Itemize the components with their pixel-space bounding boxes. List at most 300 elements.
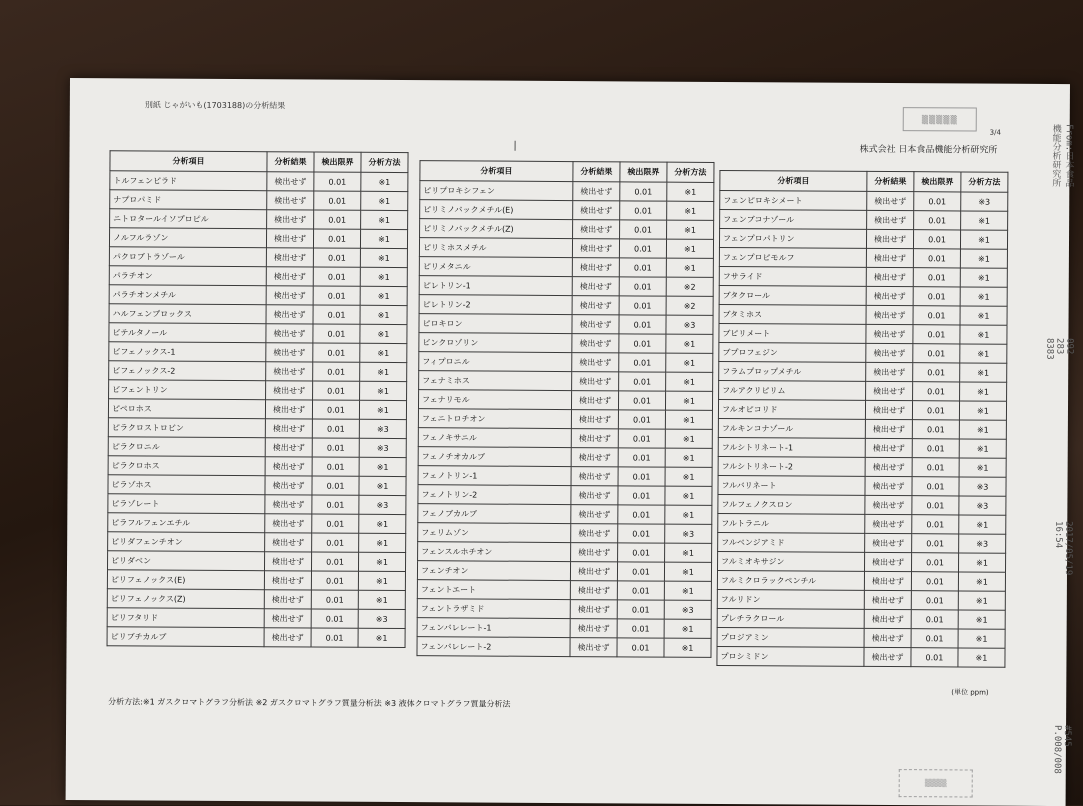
method-cell: ※1 bbox=[360, 248, 407, 267]
result-cell: 検出せず bbox=[266, 286, 313, 305]
header-method: 分析方法 bbox=[361, 152, 408, 172]
table-row bbox=[719, 266, 1007, 287]
analyte-name: ピラゾホス bbox=[108, 475, 265, 495]
method-cell: ※2 bbox=[666, 296, 713, 315]
table-row bbox=[418, 466, 712, 487]
results-table-3 bbox=[716, 170, 1008, 668]
table-row bbox=[420, 181, 714, 202]
analyte-name: プロジアミン bbox=[717, 627, 864, 647]
method-cell: ※3 bbox=[959, 534, 1006, 553]
table-row bbox=[419, 257, 713, 278]
table-row bbox=[417, 561, 711, 582]
result-cell: 検出せず bbox=[866, 381, 913, 400]
limit-cell: 0.01 bbox=[314, 210, 361, 229]
analyte-name: トルフェンピラド bbox=[110, 171, 267, 191]
result-cell: 検出せず bbox=[864, 571, 911, 590]
method-cell: ※1 bbox=[959, 401, 1006, 420]
result-cell: 検出せず bbox=[866, 267, 913, 286]
limit-cell: 0.01 bbox=[312, 495, 359, 514]
analyte-name: ピリメタニル bbox=[419, 257, 572, 277]
limit-cell: 0.01 bbox=[913, 230, 960, 249]
footer-stamp-icon: ▒▒▒▒ bbox=[899, 769, 973, 797]
analyte-name: パラチオンメチル bbox=[109, 285, 266, 305]
result-cell: 検出せず bbox=[865, 476, 912, 495]
limit-cell: 0.01 bbox=[311, 552, 358, 571]
method-cell: ※1 bbox=[360, 229, 407, 248]
limit-cell: 0.01 bbox=[913, 287, 960, 306]
table-row bbox=[719, 342, 1007, 363]
result-cell: 検出せず bbox=[865, 495, 912, 514]
method-cell: ※1 bbox=[667, 201, 714, 220]
header-item: 分析項目 bbox=[110, 151, 267, 172]
limit-cell: 0.01 bbox=[618, 486, 665, 505]
method-cell: ※1 bbox=[959, 439, 1006, 458]
result-cell: 検出せず bbox=[571, 486, 618, 505]
analyte-name: ビテルタノール bbox=[109, 323, 266, 343]
method-cell: ※1 bbox=[961, 211, 1008, 230]
table-row bbox=[720, 209, 1008, 230]
result-cell: 検出せず bbox=[573, 182, 620, 201]
result-cell: 検出せず bbox=[572, 296, 619, 315]
result-cell: 検出せず bbox=[572, 277, 619, 296]
table-row bbox=[109, 380, 407, 401]
result-cell: 検出せず bbox=[864, 609, 911, 628]
table-row bbox=[417, 637, 711, 658]
result-cell: 検出せず bbox=[267, 210, 314, 229]
limit-cell: 0.01 bbox=[312, 400, 359, 419]
result-cell: 検出せず bbox=[866, 362, 913, 381]
table-row bbox=[107, 589, 405, 610]
method-cell: ※3 bbox=[359, 419, 406, 438]
analyte-name: ビンクロゾリン bbox=[419, 333, 572, 353]
table-row bbox=[108, 513, 406, 534]
result-cell: 検出せず bbox=[265, 476, 312, 495]
result-cell: 検出せず bbox=[572, 372, 619, 391]
result-cell: 検出せず bbox=[571, 429, 618, 448]
analyte-name: プロシミドン bbox=[717, 646, 864, 666]
table-row bbox=[719, 323, 1007, 344]
limit-cell: 0.01 bbox=[617, 600, 664, 619]
method-footnote: 分析方法:※1 ガスクロマトグラフ分析法 ※2 ガスクロマトグラフ質量分析法 ※3 液体クロマトグラフ質量分析法 bbox=[108, 697, 511, 709]
analyte-name: フルリドン bbox=[717, 589, 864, 609]
table-row bbox=[419, 295, 713, 316]
analyte-name: フェナリモル bbox=[418, 390, 571, 410]
table-row bbox=[109, 304, 407, 325]
method-cell: ※1 bbox=[958, 572, 1005, 591]
limit-cell: 0.01 bbox=[620, 201, 667, 220]
limit-cell: 0.01 bbox=[620, 220, 667, 239]
analyte-name: ピレトリン-2 bbox=[419, 295, 572, 315]
result-cell: 検出せず bbox=[570, 600, 617, 619]
table-header-row bbox=[720, 170, 1008, 192]
result-cell: 検出せず bbox=[865, 514, 912, 533]
method-cell: ※1 bbox=[960, 287, 1007, 306]
table-row bbox=[108, 475, 406, 496]
result-cell: 検出せず bbox=[264, 571, 311, 590]
result-cell: 検出せず bbox=[266, 381, 313, 400]
result-cell: 検出せず bbox=[865, 419, 912, 438]
fax-page-info: #545 P.008/008 bbox=[1051, 725, 1073, 775]
limit-cell: 0.01 bbox=[313, 343, 360, 362]
result-cell: 検出せず bbox=[572, 315, 619, 334]
limit-cell: 0.01 bbox=[313, 362, 360, 381]
analyte-name: フェンチオン bbox=[417, 561, 570, 581]
method-cell: ※1 bbox=[664, 562, 711, 581]
results-table-2 bbox=[416, 160, 714, 658]
method-cell: ※3 bbox=[959, 496, 1006, 515]
method-cell: ※3 bbox=[666, 315, 713, 334]
limit-cell: 0.01 bbox=[619, 353, 666, 372]
table-row bbox=[420, 219, 714, 240]
table-row bbox=[718, 437, 1006, 458]
analyte-name: パラチオン bbox=[109, 266, 266, 286]
table-row bbox=[718, 513, 1006, 534]
analyte-name: フルフェノクスロン bbox=[718, 494, 865, 514]
limit-cell: 0.01 bbox=[619, 239, 666, 258]
method-cell: ※1 bbox=[960, 306, 1007, 325]
result-cell: 検出せず bbox=[866, 286, 913, 305]
table-row bbox=[718, 475, 1006, 496]
limit-cell: 0.01 bbox=[312, 476, 359, 495]
analyte-name: ハルフェンプロックス bbox=[109, 304, 266, 324]
method-cell: ※1 bbox=[360, 286, 407, 305]
table-row bbox=[719, 228, 1007, 249]
table-row bbox=[107, 627, 405, 648]
method-cell: ※1 bbox=[960, 363, 1007, 382]
limit-cell: 0.01 bbox=[619, 315, 666, 334]
table-row bbox=[418, 504, 712, 525]
limit-cell: 0.01 bbox=[911, 648, 958, 667]
table-row bbox=[419, 276, 713, 297]
table-row bbox=[717, 589, 1005, 610]
result-cell: 検出せず bbox=[265, 495, 312, 514]
method-cell: ※3 bbox=[358, 609, 405, 628]
method-cell: ※1 bbox=[666, 239, 713, 258]
table-row bbox=[717, 570, 1005, 591]
fax-phone: 092 283 8383 bbox=[1044, 337, 1075, 360]
table-row bbox=[109, 285, 407, 306]
fold-mark bbox=[515, 141, 516, 151]
analyte-name: フェノチオカルブ bbox=[418, 447, 571, 467]
analyte-name: ピリミノバックメチル(Z) bbox=[420, 219, 573, 239]
analyte-name: フルキンコナゾール bbox=[718, 418, 865, 438]
method-cell: ※1 bbox=[665, 448, 712, 467]
analyte-name: ブピリメート bbox=[719, 323, 866, 343]
result-cell: 検出せず bbox=[265, 438, 312, 457]
limit-cell: 0.01 bbox=[311, 628, 358, 647]
result-cell: 検出せず bbox=[265, 457, 312, 476]
analyte-name: フェノキサニル bbox=[418, 428, 571, 448]
analyte-name: ピリフタリド bbox=[107, 608, 264, 628]
limit-cell: 0.01 bbox=[914, 192, 961, 211]
result-cell: 検出せず bbox=[570, 619, 617, 638]
analyte-name: フルシトリネート-2 bbox=[718, 456, 865, 476]
method-cell: ※3 bbox=[959, 477, 1006, 496]
analyte-name: フィプロニル bbox=[419, 352, 572, 372]
result-cell: 検出せず bbox=[265, 419, 312, 438]
limit-cell: 0.01 bbox=[617, 619, 664, 638]
analyte-name: フェノトリン-2 bbox=[418, 485, 571, 505]
table-row bbox=[108, 437, 406, 458]
analyte-name: ピリブチカルブ bbox=[107, 627, 264, 647]
table-row bbox=[718, 418, 1006, 439]
method-cell: ※1 bbox=[958, 591, 1005, 610]
limit-cell: 0.01 bbox=[618, 505, 665, 524]
table-row bbox=[418, 428, 712, 449]
analyte-name: ピリミホスメチル bbox=[419, 238, 572, 258]
method-cell: ※3 bbox=[359, 438, 406, 457]
analyte-name: フェノトリン-1 bbox=[418, 466, 571, 486]
result-cell: 検出せず bbox=[866, 305, 913, 324]
table-row bbox=[720, 190, 1008, 211]
limit-cell: 0.01 bbox=[914, 211, 961, 230]
result-cell: 検出せず bbox=[573, 201, 620, 220]
limit-cell: 0.01 bbox=[620, 182, 667, 201]
limit-cell: 0.01 bbox=[913, 363, 960, 382]
limit-cell: 0.01 bbox=[911, 610, 958, 629]
analyte-name: フルミオキサジン bbox=[718, 551, 865, 571]
limit-cell: 0.01 bbox=[912, 515, 959, 534]
analyte-name: フェナミホス bbox=[419, 371, 572, 391]
method-cell: ※3 bbox=[359, 495, 406, 514]
result-cell: 検出せず bbox=[866, 324, 913, 343]
result-cell: 検出せず bbox=[865, 400, 912, 419]
table-row bbox=[109, 323, 407, 344]
unit-label: (単位 ppm) bbox=[951, 688, 989, 697]
table-row bbox=[719, 247, 1007, 268]
table-row bbox=[107, 570, 405, 591]
limit-cell: 0.01 bbox=[619, 296, 666, 315]
method-cell: ※1 bbox=[360, 343, 407, 362]
result-cell: 検出せず bbox=[571, 524, 618, 543]
analyte-name: フェンブコナゾール bbox=[720, 209, 867, 229]
analyte-name: フルシトリネート-1 bbox=[718, 437, 865, 457]
limit-cell: 0.01 bbox=[618, 467, 665, 486]
limit-cell: 0.01 bbox=[312, 419, 359, 438]
method-cell: ※3 bbox=[665, 524, 712, 543]
header-item: 分析項目 bbox=[420, 161, 573, 182]
limit-cell: 0.01 bbox=[618, 524, 665, 543]
limit-cell: 0.01 bbox=[913, 249, 960, 268]
limit-cell: 0.01 bbox=[312, 514, 359, 533]
analyte-name: ピリミノバックメチル(E) bbox=[420, 200, 573, 220]
analyte-name: ピラゾレート bbox=[108, 494, 265, 514]
method-cell: ※1 bbox=[665, 429, 712, 448]
result-cell: 検出せず bbox=[570, 638, 617, 657]
document-title: 別紙 じゃがいも(1703188)の分析結果 bbox=[144, 100, 286, 111]
analyte-name: フェンプロパトリン bbox=[719, 228, 866, 248]
header-method: 分析方法 bbox=[961, 172, 1008, 192]
method-cell: ※1 bbox=[664, 581, 711, 600]
result-cell: 検出せず bbox=[267, 172, 314, 191]
method-cell: ※1 bbox=[667, 182, 714, 201]
limit-cell: 0.01 bbox=[912, 420, 959, 439]
method-cell: ※1 bbox=[960, 249, 1007, 268]
analyte-name: ノルフルラゾン bbox=[109, 228, 266, 248]
table-row bbox=[417, 618, 711, 639]
analyte-name: フェンプロピモルフ bbox=[719, 247, 866, 267]
table-row bbox=[419, 352, 713, 373]
table-row bbox=[718, 494, 1006, 515]
result-cell: 検出せず bbox=[265, 514, 312, 533]
method-cell: ※1 bbox=[360, 305, 407, 324]
result-cell: 検出せず bbox=[266, 324, 313, 343]
limit-cell: 0.01 bbox=[617, 638, 664, 657]
table-row bbox=[718, 532, 1006, 553]
table-row bbox=[109, 361, 407, 382]
result-cell: 検出せず bbox=[266, 229, 313, 248]
method-cell: ※1 bbox=[666, 334, 713, 353]
limit-cell: 0.01 bbox=[311, 609, 358, 628]
analyte-name: ブプロフェジン bbox=[719, 342, 866, 362]
table-row bbox=[108, 456, 406, 477]
table-row bbox=[718, 399, 1006, 420]
method-cell: ※1 bbox=[665, 505, 712, 524]
analyte-name: ブタミホス bbox=[719, 304, 866, 324]
table-row bbox=[109, 247, 407, 268]
table-row bbox=[719, 361, 1007, 382]
limit-cell: 0.01 bbox=[912, 496, 959, 515]
result-cell: 検出せず bbox=[572, 239, 619, 258]
analyte-name: ピリフェノックス(E) bbox=[107, 570, 264, 590]
method-cell: ※1 bbox=[359, 476, 406, 495]
result-cell: 検出せず bbox=[572, 334, 619, 353]
method-cell: ※1 bbox=[959, 420, 1006, 439]
table-row bbox=[419, 371, 713, 392]
result-cell: 検出せず bbox=[865, 533, 912, 552]
result-cell: 検出せず bbox=[571, 410, 618, 429]
limit-cell: 0.01 bbox=[912, 439, 959, 458]
header-item: 分析項目 bbox=[720, 170, 867, 191]
result-cell: 検出せず bbox=[264, 628, 311, 647]
header-result: 分析結果 bbox=[573, 162, 620, 182]
analyte-name: ピラフルフェンエチル bbox=[108, 513, 265, 533]
analyte-name: フラムプロップメチル bbox=[719, 361, 866, 381]
limit-cell: 0.01 bbox=[913, 268, 960, 287]
analyte-name: フルベンジアミド bbox=[718, 532, 865, 552]
method-cell: ※1 bbox=[958, 648, 1005, 667]
result-cell: 検出せず bbox=[572, 258, 619, 277]
analyte-name: フルアクリピリム bbox=[719, 380, 866, 400]
table-row bbox=[418, 542, 712, 563]
header-method: 分析方法 bbox=[667, 162, 714, 182]
method-cell: ※1 bbox=[360, 381, 407, 400]
result-cell: 検出せず bbox=[264, 590, 311, 609]
limit-cell: 0.01 bbox=[313, 381, 360, 400]
analyte-name: ブタクロール bbox=[719, 285, 866, 305]
header-limit: 検出限界 bbox=[314, 152, 361, 172]
table-row bbox=[108, 399, 406, 420]
result-cell: 検出せず bbox=[865, 457, 912, 476]
result-cell: 検出せず bbox=[266, 248, 313, 267]
result-cell: 検出せず bbox=[866, 248, 913, 267]
header-result: 分析結果 bbox=[267, 152, 314, 172]
result-cell: 検出せず bbox=[864, 647, 911, 666]
table-row bbox=[717, 646, 1005, 667]
table-row bbox=[718, 456, 1006, 477]
limit-cell: 0.01 bbox=[913, 325, 960, 344]
limit-cell: 0.01 bbox=[618, 543, 665, 562]
analyte-name: ピリフェノックス(Z) bbox=[107, 589, 264, 609]
limit-cell: 0.01 bbox=[618, 410, 665, 429]
table-row bbox=[717, 608, 1005, 629]
limit-cell: 0.01 bbox=[313, 229, 360, 248]
result-cell: 検出せず bbox=[864, 590, 911, 609]
analyte-name: プレチラクロール bbox=[717, 608, 864, 628]
table-row bbox=[417, 580, 711, 601]
analyte-name: ピリプロキシフェン bbox=[420, 181, 573, 201]
method-cell: ※1 bbox=[665, 486, 712, 505]
analyte-name: フェンバレレート-2 bbox=[417, 637, 570, 657]
limit-cell: 0.01 bbox=[314, 191, 361, 210]
result-cell: 検出せず bbox=[572, 353, 619, 372]
limit-cell: 0.01 bbox=[912, 401, 959, 420]
result-cell: 検出せず bbox=[266, 305, 313, 324]
analyte-name: フェンバレレート-1 bbox=[417, 618, 570, 638]
method-cell: ※1 bbox=[664, 638, 711, 657]
fax-datetime: 2017/05/19 16:54 bbox=[1053, 521, 1074, 576]
table-row bbox=[419, 238, 713, 259]
analyte-name: フルオピコリド bbox=[718, 399, 865, 419]
table-row bbox=[717, 627, 1005, 648]
analyte-name: ナプロパミド bbox=[110, 190, 267, 210]
header-limit: 検出限界 bbox=[914, 172, 961, 192]
result-cell: 検出せず bbox=[266, 362, 313, 381]
result-cell: 検出せず bbox=[866, 229, 913, 248]
analyte-name: フサライド bbox=[719, 266, 866, 286]
limit-cell: 0.01 bbox=[912, 477, 959, 496]
table-row bbox=[417, 599, 711, 620]
limit-cell: 0.01 bbox=[619, 277, 666, 296]
limit-cell: 0.01 bbox=[313, 324, 360, 343]
table-row bbox=[418, 409, 712, 430]
method-cell: ※1 bbox=[959, 515, 1006, 534]
method-cell: ※1 bbox=[667, 220, 714, 239]
analyte-name: ピロキロン bbox=[419, 314, 572, 334]
result-cell: 検出せず bbox=[866, 343, 913, 362]
limit-cell: 0.01 bbox=[312, 438, 359, 457]
limit-cell: 0.01 bbox=[313, 286, 360, 305]
table-row bbox=[418, 485, 712, 506]
method-cell: ※1 bbox=[960, 382, 1007, 401]
method-cell: ※2 bbox=[666, 277, 713, 296]
limit-cell: 0.01 bbox=[911, 572, 958, 591]
table-header-row bbox=[420, 161, 714, 183]
method-cell: ※1 bbox=[358, 628, 405, 647]
result-cell: 検出せず bbox=[571, 467, 618, 486]
method-cell: ※3 bbox=[664, 600, 711, 619]
method-cell: ※1 bbox=[665, 391, 712, 410]
limit-cell: 0.01 bbox=[913, 382, 960, 401]
method-cell: ※1 bbox=[360, 324, 407, 343]
limit-cell: 0.01 bbox=[618, 448, 665, 467]
limit-cell: 0.01 bbox=[312, 533, 359, 552]
method-cell: ※1 bbox=[960, 230, 1007, 249]
company-name: 株式会社 日本食品機能分析研究所 bbox=[859, 144, 998, 156]
result-cell: 検出せず bbox=[266, 343, 313, 362]
limit-cell: 0.01 bbox=[312, 457, 359, 476]
table-row bbox=[418, 523, 712, 544]
limit-cell: 0.01 bbox=[618, 391, 665, 410]
method-cell: ※1 bbox=[959, 458, 1006, 477]
method-cell: ※1 bbox=[960, 325, 1007, 344]
method-cell: ※1 bbox=[360, 362, 407, 381]
analyte-name: フェニトロチオン bbox=[418, 409, 571, 429]
limit-cell: 0.01 bbox=[313, 305, 360, 324]
limit-cell: 0.01 bbox=[617, 562, 664, 581]
header-result: 分析結果 bbox=[867, 171, 914, 191]
analyte-name: ピラクロストロビン bbox=[108, 418, 265, 438]
